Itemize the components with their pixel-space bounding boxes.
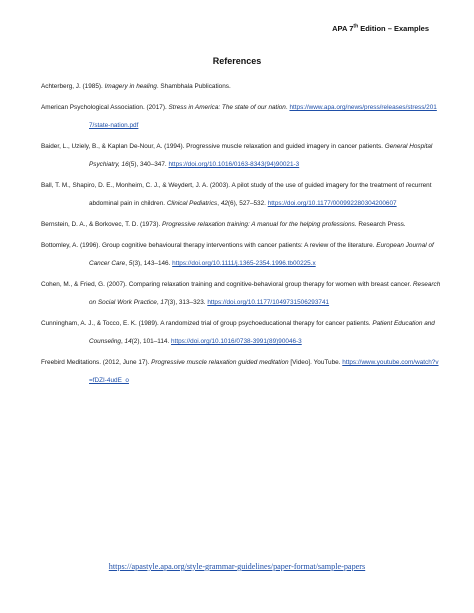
ref-text: ,	[156, 299, 161, 306]
source-footer-link[interactable]: https://apastyle.apa.org/style-grammar-guidelines/paper-format/sample-papers	[108, 562, 366, 571]
ref-link[interactable]: https://doi.org/10.1177/1049731506293741	[207, 299, 330, 306]
ref-italic-volume: 42	[220, 200, 228, 207]
reference-entry	[41, 354, 441, 390]
ref-italic-title: General Hospital Psychiatry, 16	[89, 143, 433, 168]
ref-italic-volume: 5	[128, 260, 133, 267]
ref-text: Ball, T. M., Shapiro, D. E., Monheim, C. J., & Weydert, J. A. (2003). A pilot study of the use of guided imagery for the treatment of recurrent abdominal pain in children.	[41, 182, 432, 207]
ref-text: . Shambhala Publications.	[156, 83, 231, 90]
ref-text: (6), 527–532.	[227, 200, 268, 207]
ref-italic-title: European Journal of Cancer Care	[89, 242, 434, 267]
reference-entry	[41, 216, 441, 234]
ref-italic-volume: 14	[124, 338, 132, 345]
ref-link[interactable]: https://doi.org/10.1016/0163-8343(94)90021-3	[168, 161, 300, 168]
ref-text: .	[285, 104, 290, 111]
ref-text: Cunningham, A. J., & Tocco, E. K. (1989). A randomized trial of group psychoeducational therapy for cancer patients.	[41, 320, 373, 327]
ref-text: ,	[125, 260, 129, 267]
ref-text: ,	[120, 338, 125, 345]
ref-italic-title: Stress in America: The state of our nation	[168, 104, 286, 111]
page-title: References	[212, 56, 262, 66]
ref-text: . Research Press.	[354, 221, 406, 228]
header-text-post: Edition – Examples	[358, 24, 429, 33]
ref-text: Baider, L., Uziely, B., & Kaplan De-Nour, A. (1994). Progressive muscle relaxation and guided imagery in cancer patients.	[41, 143, 385, 150]
ref-text: [Video]. YouTube.	[288, 359, 343, 366]
ref-italic-title: Progressive relaxation training: A manual for the helping professions	[162, 221, 355, 228]
ref-text: Achterberg, J. (1985).	[41, 83, 105, 90]
header-text-pre: APA 7	[332, 24, 354, 33]
running-header	[332, 24, 429, 33]
reference-entry	[41, 237, 441, 273]
header-superscript: th	[353, 23, 359, 30]
reference-entry	[41, 99, 441, 135]
ref-text: (2), 101–114.	[131, 338, 171, 345]
ref-italic-title: Clinical Pediatrics	[166, 200, 218, 207]
ref-text: American Psychological Association. (2017).	[41, 104, 169, 111]
ref-italic-title: Research on Social Work Practice	[89, 281, 441, 306]
ref-text: ,	[217, 200, 221, 207]
ref-italic-title: Progressive muscle relaxation guided meditation	[151, 359, 289, 366]
ref-text: Bottomley, A. (1996). Group cognitive behavioural therapy interventions with cancer patients: A review of the literature.	[41, 242, 377, 249]
reference-entry	[41, 78, 441, 96]
ref-link[interactable]: https://doi.org/10.1016/0738-3991(89)90046-3	[170, 338, 302, 345]
ref-link[interactable]: https://doi.org/10.1111/j.1365-2354.1996.tb00225.x	[172, 260, 316, 267]
ref-text: Freebird Meditations. (2012, June 17).	[41, 359, 152, 366]
ref-text: (5), 340–347.	[128, 161, 169, 168]
ref-link[interactable]: https://doi.org/10.1177/000992280304200607	[267, 200, 397, 207]
reference-list	[41, 78, 441, 393]
ref-italic-volume: 17	[160, 299, 168, 306]
ref-text: (3), 143–146.	[132, 260, 173, 267]
reference-entry	[41, 276, 441, 312]
ref-italic-title: Patient Education and Counseling	[89, 320, 435, 345]
ref-italic-title: Imagery in healing	[104, 83, 157, 90]
reference-entry	[41, 138, 441, 174]
ref-text: Bernstein, D. A., & Borkovec, T. D. (1973).	[41, 221, 162, 228]
reference-entry	[41, 177, 441, 213]
reference-entry	[41, 315, 441, 351]
ref-text: (3), 313–323.	[167, 299, 208, 306]
ref-text: Cohen, M., & Fried, G. (2007). Comparing relaxation training and cognitive-behavioral group therapy for women with breast cancer.	[41, 281, 413, 288]
ref-link[interactable]: https://www.apa.org/news/press/releases/stress/2017/state-nation.pdf	[89, 104, 437, 129]
ref-link[interactable]: https://www.youtube.com/watch?v=fDZI-4udE_o	[89, 359, 439, 384]
